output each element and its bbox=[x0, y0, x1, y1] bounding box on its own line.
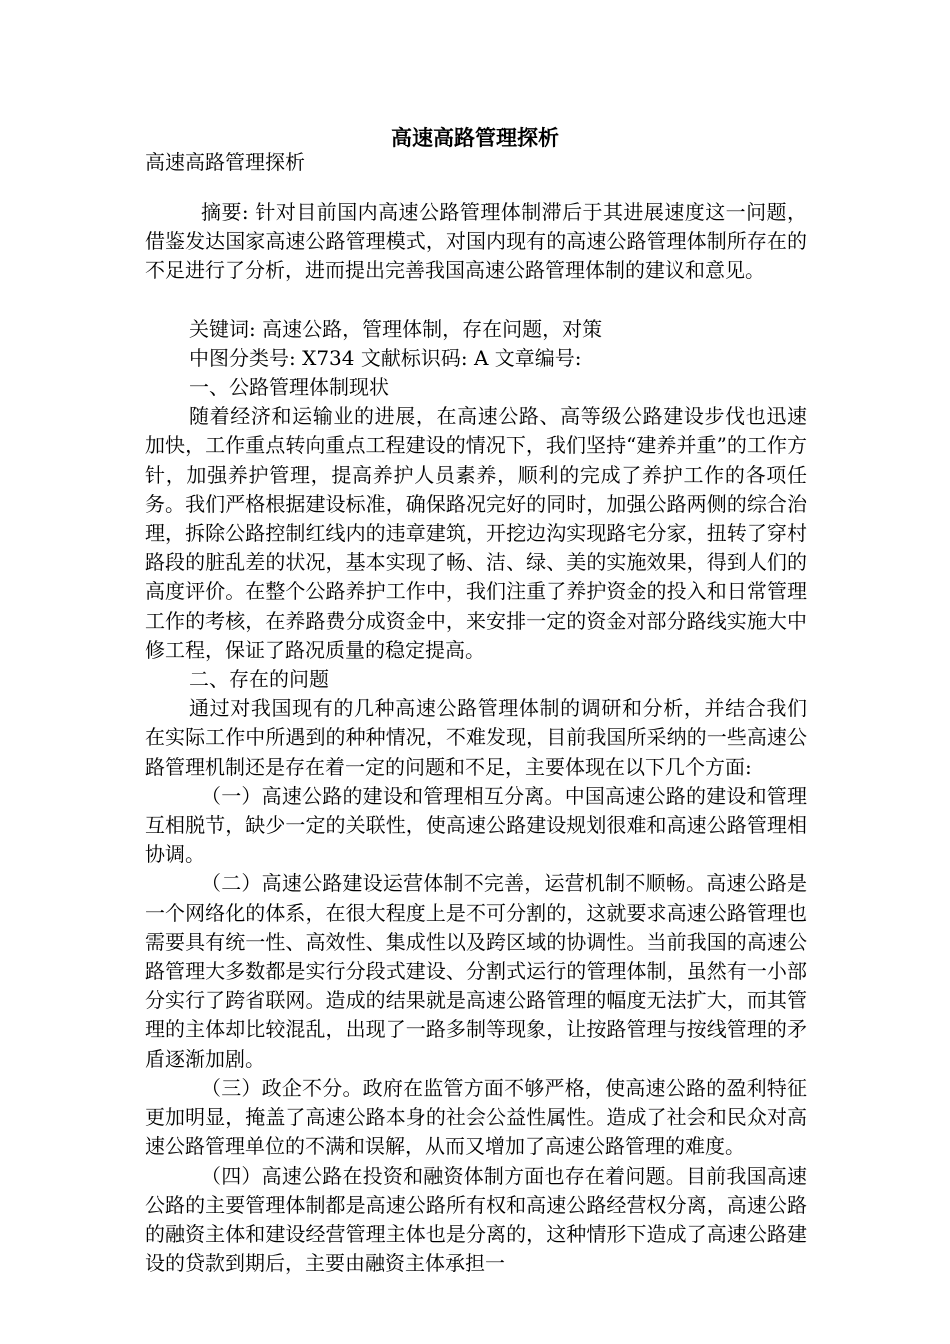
paragraph-spacer bbox=[145, 286, 807, 315]
abstract-paragraph: 摘要: 针对目前国内高速公路管理体制滞后于其进展速度这一问题，借鉴发达国家高速公路管理模式，对国内现有的高速公路管理体制所存在的不足进行了分析，进而提出完善我国高速公路管理体制的建议和意见。 bbox=[145, 200, 807, 283]
point-2-paragraph: （二）高速公路建设运营体制不完善，运营机制不顺畅。高速公路是一个网络化的体系，在很大程度上是不可分割的，这就要求高速公路管理也需要具有统一性、高效性、集成性以及跨区域的协调性。当前我国的高速公路管理大多数都是实行分段式建设、分割式运行的管理体制，虽然有一小部分实行了跨省联网。造成的结果就是高速公路管理的幅度无法扩大，而其管理的主体却比较混乱，出现了一路多制等现象，让按路管理与按线管理的矛盾逐渐加剧。 bbox=[145, 871, 807, 1071]
point-1-paragraph: （一）高速公路的建设和管理相互分离。中国高速公路的建设和管理互相脱节，缺少一定的关联性，使高速公路建设规划很难和高速公路管理相协调。 bbox=[145, 783, 807, 867]
section-2-intro-paragraph: 通过对我国现有的几种高速公路管理体制的调研和分析，并结合我们在实际工作中所遇到的种种情况，不难发现，目前我国所采纳的一些高速公路管理机制还是存在着一定的问题和不足，主要体现在以下几个方面: bbox=[145, 696, 807, 779]
document-title: 高速高路管理探析 bbox=[391, 126, 559, 150]
document-subtitle: 高速高路管理探析 bbox=[145, 150, 305, 174]
document-body bbox=[145, 198, 807, 1278]
section-heading-2: 二、存在的问题 bbox=[189, 667, 329, 692]
point-3-paragraph: （三）政企不分。政府在监管方面不够严格，使高速公路的盈利特征更加明显，掩盖了高速公路本身的社会公益性属性。造成了社会和民众对高速公路管理单位的不满和误解，从而又增加了高速公路管理的难度。 bbox=[145, 1075, 807, 1159]
classification-line: 中图分类号: X734 文献标识码: A 文章编号: bbox=[189, 345, 582, 370]
section-1-paragraph: 随着经济和运输业的进展，在高速公路、高等级公路建设步伐也迅速加快，工作重点转向重点工程建设的情况下，我们坚持“建养并重”的工作方针，加强养护管理，提高养护人员素养，顺利的完成了养护工作的各项任务。我们严格根据建设标准，确保路况完好的同时，加强公路两侧的综合治理，拆除公路控制红线内的违章建筑，开挖边沟实现路宅分家，扭转了穿村路段的脏乱差的状况，基本实现了畅、洁、绿、美的实施效果，得到人们的高度评价。在整个公路养护工作中，我们注重了养护资金的投入和日常管理工作的考核，在养路费分成资金中，来安排一定的资金对部分路线实施大中修工程，保证了路况质量的稳定提高。 bbox=[145, 404, 807, 662]
point-4-paragraph: （四）高速公路在投资和融资体制方面也存在着问题。目前我国高速公路的主要管理体制都是高速公路所有权和高速公路经营权分离，高速公路的融资主体和建设经营管理主体也是分离的，这种情形下造成了高速公路建设的贷款到期后，主要由融资主体承担一 bbox=[145, 1163, 807, 1276]
section-heading-1: 一、公路管理体制现状 bbox=[189, 375, 389, 400]
keywords-line: 关键词: 高速公路，管理体制，存在问题，对策 bbox=[189, 316, 603, 341]
